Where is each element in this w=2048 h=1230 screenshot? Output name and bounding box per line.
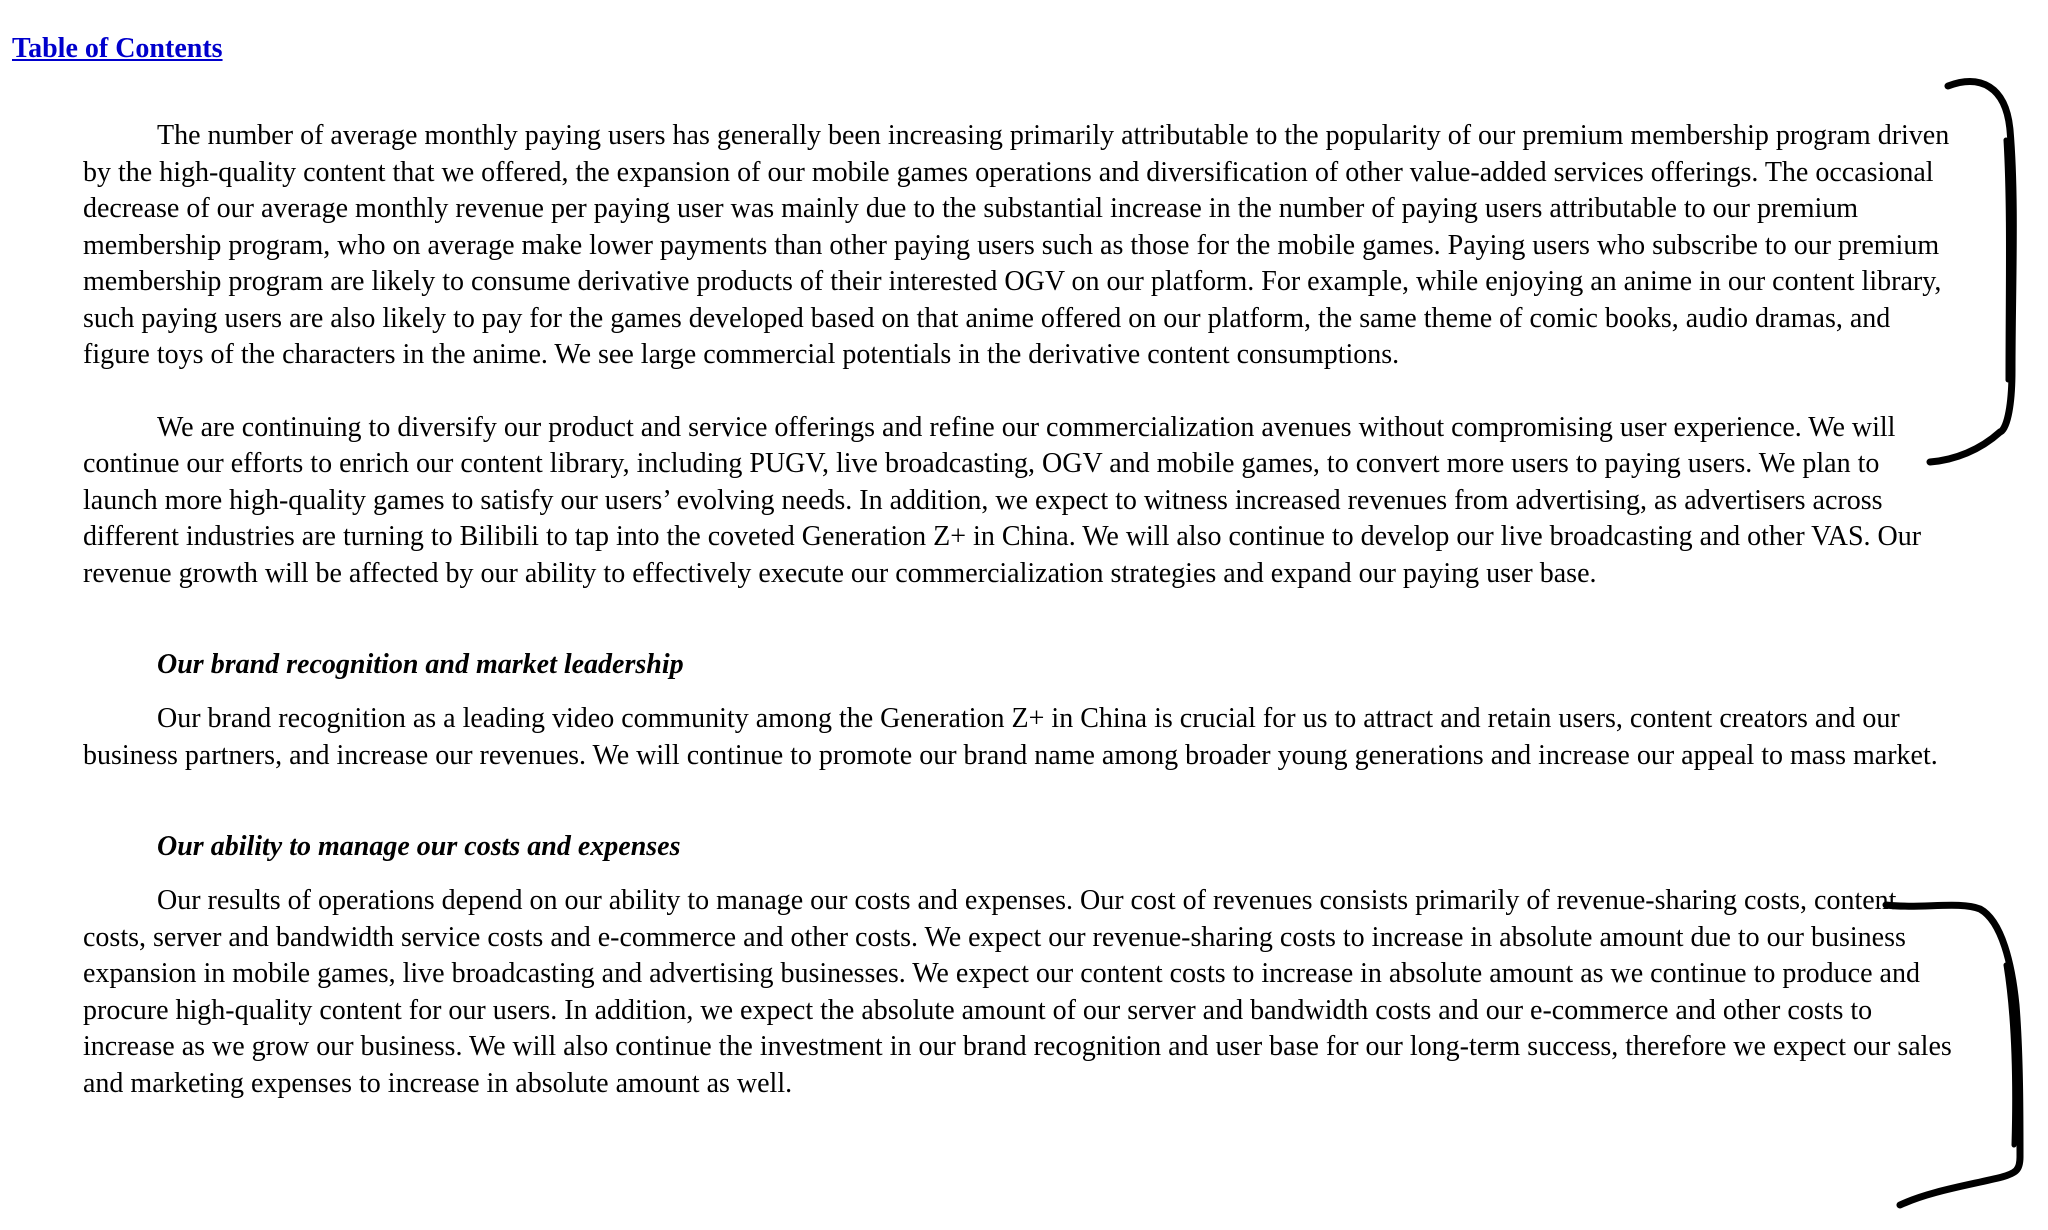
section-heading-brand-recognition: Our brand recognition and market leadership bbox=[157, 649, 684, 680]
paragraph-diversify-offerings: We are continuing to diversify our product and service offerings and refine our commercialization avenues without compromising user experience. We will continue our efforts to enrich our content library, including PUGV, live broadcasting, OGV and mobile games, to convert more users to paying users. We plan to launch more high-quality games to satisfy our users’ evolving needs. In addition, we expect to witness increased revenues from advertising, as advertisers across different industries are turning to Bilibili to tap into the coveted Generation Z+ in China. We will also continue to develop our live broadcasting and other VAS. Our revenue growth will be affected by our ability to effectively execute our commercialization strategies and expand our paying user base. bbox=[83, 411, 1922, 589]
table-of-contents-link[interactable]: Table of Contents bbox=[12, 33, 223, 64]
paragraph-brand-recognition: Our brand recognition as a leading video community among the Generation Z+ in China is crucial for us to attract and retain users, content creators and our business partners, and increase our revenues. We will continue to promote our brand name among broader young generations and increase our appeal to mass market. bbox=[83, 703, 1938, 771]
section-heading-costs-expenses: Our ability to manage our costs and expenses bbox=[157, 831, 681, 862]
paragraph-paying-users: The number of average monthly paying users has generally been increasing primarily attributable to the popularity of our premium membership program driven by the high-quality content that we offered, the expansion of our mobile games operations and diversification of other value-added services offerings. The occasional decrease of our average monthly revenue per paying user was mainly due to the substantial increase in the number of paying users attributable to our premium membership program, who on average make lower payments than other paying users such as those for the mobile games. Paying users who subscribe to our premium membership program are likely to consume derivative products of their interested OGV on our platform. For example, while enjoying an anime in our content library, such paying users are also likely to pay for the games developed based on that anime offered on our platform, the same theme of comic books, audio dramas, and figure toys of the characters in the anime. We see large commercial potentials in the derivative content consumptions. bbox=[83, 120, 1950, 370]
document-body bbox=[83, 118, 1953, 1102]
paragraph-costs-expenses: Our results of operations depend on our ability to manage our costs and expenses. Our cost of revenues consists primarily of revenue-sharing costs, content costs, server and bandwidth service costs and e-commerce and other costs. We expect our revenue-sharing costs to increase in absolute amount due to our business expansion in mobile games, live broadcasting and advertising businesses. We expect our content costs to increase in absolute amount as we continue to produce and procure high-quality content for our users. In addition, we expect the absolute amount of our server and bandwidth costs and our e-commerce and other costs to increase as we grow our business. We will also continue the investment in our brand recognition and user base for our long-term success, therefore we expect our sales and marketing expenses to increase in absolute amount as well. bbox=[83, 885, 1952, 1099]
